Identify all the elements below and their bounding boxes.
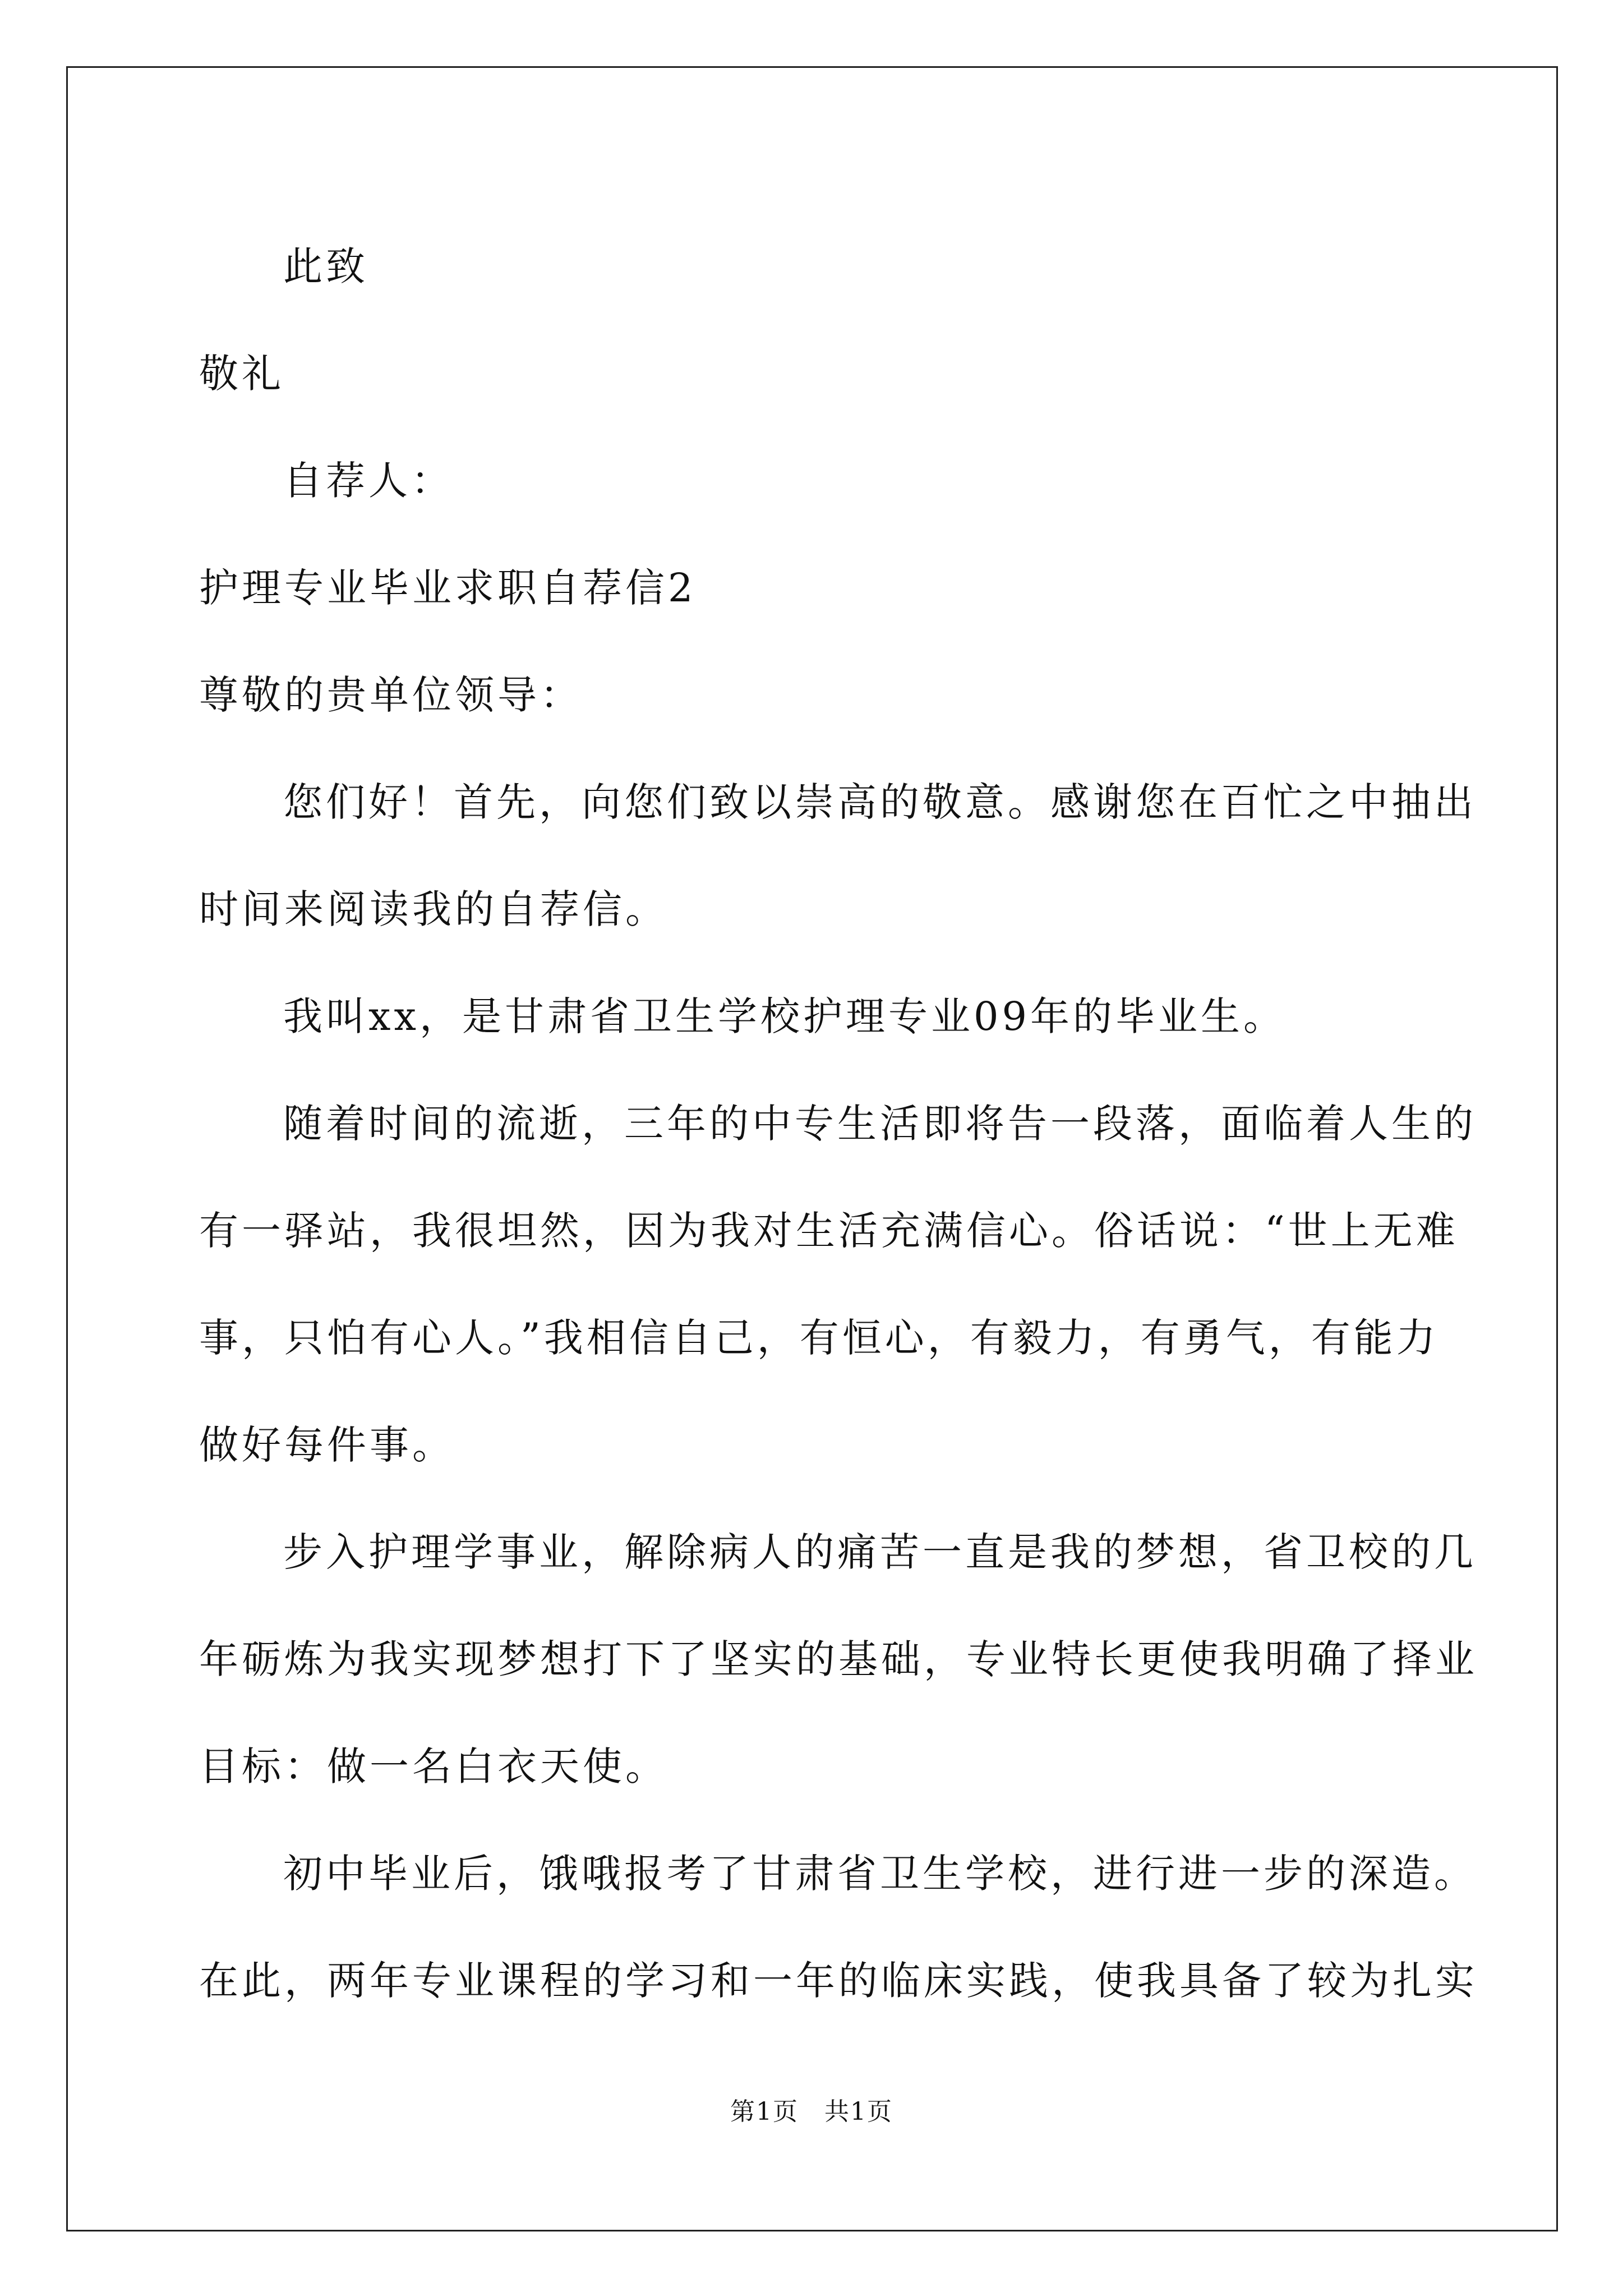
paragraph-line: 做好每件事。 — [199, 1422, 455, 1468]
page-footer: 第1页 共1页 — [730, 2097, 893, 2126]
document-body — [199, 213, 1478, 2035]
paragraph-line: 目标：做一名白衣天使。 — [199, 1743, 668, 1789]
letter-greeting: 尊敬的贵单位领导： — [199, 672, 583, 718]
letter-title: 护理专业毕业求职自荐信2 — [199, 565, 697, 611]
paragraph-line: 我叫xx，是甘肃省卫生学校护理专业09年的毕业生。 — [283, 993, 1287, 1039]
text-line-closing: 此致 — [283, 243, 368, 289]
paragraph-line: 在此，两年专业课程的学习和一年的临床实践，使我具备了较为扎实 — [199, 1958, 1478, 2004]
paragraph-line: 时间来阅读我的自荐信。 — [199, 886, 668, 932]
text-line-salutation: 敬礼 — [199, 351, 284, 397]
paragraph-line: 有一驿站，我很坦然，因为我对生活充满信心。俗话说：“世上无难 — [199, 1208, 1459, 1254]
paragraph-line: 步入护理学事业，解除病人的痛苦一直是我的梦想，省卫校的几 — [283, 1529, 1477, 1575]
text-line-signature: 自荐人： — [283, 458, 454, 504]
paragraph-line: 年砺炼为我实现梦想打下了坚实的基础，专业特长更使我明确了择业 — [199, 1636, 1478, 1682]
paragraph-line: 初中毕业后，饿哦报考了甘肃省卫生学校，进行进一步的深造。 — [283, 1851, 1477, 1897]
paragraph-line: 随着时间的流逝，三年的中专生活即将告一段落，面临着人生的 — [283, 1101, 1477, 1147]
paragraph-line: 事，只怕有心人。”我相信自己，有恒心，有毅力，有勇气，有能力 — [199, 1315, 1439, 1361]
paragraph-line: 您们好！首先，向您们致以崇高的敬意。感谢您在百忙之中抽出 — [283, 779, 1477, 825]
